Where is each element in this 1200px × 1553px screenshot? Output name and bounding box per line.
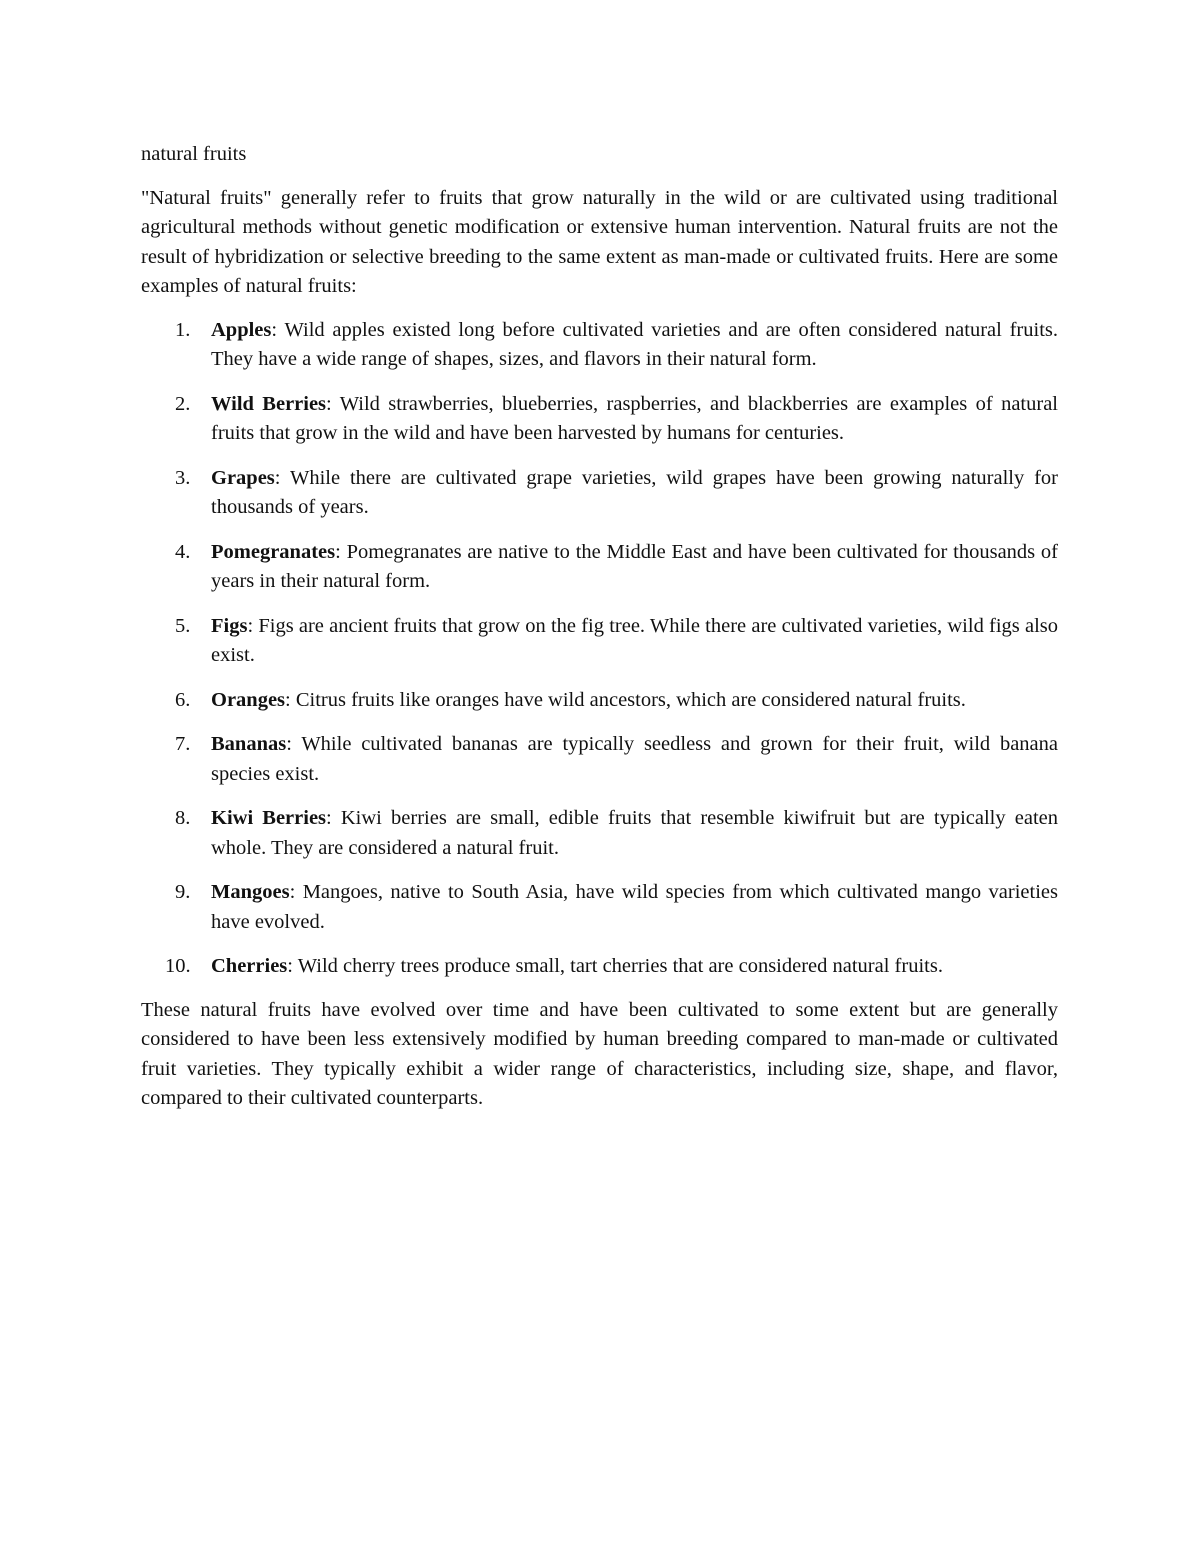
list-item-name: Grapes <box>211 466 275 489</box>
list-item-number: 9. <box>175 881 191 903</box>
list-item-name: Mangoes <box>211 881 290 903</box>
list-item <box>141 730 1058 789</box>
list-item <box>141 390 1058 449</box>
list-item <box>141 464 1058 523</box>
list-item-description: : Pomegranates are native to the Middle East and have been cultivated for thousands of years in their natural form. <box>211 540 1058 592</box>
list-item-description: : Kiwi berries are small, edible fruits that resemble kiwifruit but are typically eaten whole. They are considered a natural fruit. <box>211 807 1058 859</box>
list-item <box>141 686 1058 716</box>
list-item-description: : Mangoes, native to South Asia, have wild species from which cultivated mango varieties have evolved. <box>211 881 1058 933</box>
fruit-list <box>141 316 1058 982</box>
list-item-description: : Wild strawberries, blueberries, raspberries, and blackberries are examples of natural fruits that grow in the wild and have been harvested by humans for centuries. <box>211 392 1058 444</box>
document-title: natural fruits <box>141 143 247 165</box>
intro-paragraph: "Natural fruits" generally refer to fruits that grow naturally in the wild or are cultivated using traditional agricultural methods without genetic modification or extensive human intervention. Natural fruits are not the result of hybridization or selective breeding to the same extent as man-made or cultivated fruits. Here are some examples of natural fruits: <box>141 186 1058 297</box>
document-page <box>141 140 1058 1114</box>
list-item-name: Kiwi Berries <box>211 807 327 829</box>
list-item <box>141 538 1058 597</box>
list-item-number: 8. <box>175 807 191 829</box>
list-item <box>141 612 1058 671</box>
list-item-number: 4. <box>175 540 191 563</box>
list-item-description: : While there are cultivated grape varieties, wild grapes have been growing naturally for thousands of years. <box>211 466 1058 518</box>
list-item <box>141 804 1058 863</box>
list-item-number: 10. <box>165 955 191 977</box>
list-item-number: 2. <box>175 392 191 415</box>
list-item-number: 5. <box>175 614 191 637</box>
list-item <box>141 316 1058 375</box>
list-item-number: 6. <box>175 688 191 711</box>
list-item <box>141 878 1058 937</box>
list-item-name: Bananas <box>211 733 287 755</box>
list-item-name: Cherries <box>211 955 288 977</box>
list-item-number: 1. <box>175 318 191 341</box>
list-item-description: : Figs are ancient fruits that grow on the fig tree. While there are cultivated varieties, wild figs also exist. <box>211 614 1058 666</box>
list-item-number: 3. <box>175 466 191 489</box>
list-item-description: : While cultivated bananas are typically seedless and grown for their fruit, wild banana species exist. <box>211 733 1058 785</box>
list-item-number: 7. <box>175 733 191 755</box>
list-item-description: : Wild apples existed long before cultivated varieties and are often considered natural fruits. They have a wide range of shapes, sizes, and flavors in their natural form. <box>211 318 1058 370</box>
list-item-name: Pomegranates <box>211 540 336 563</box>
list-item-name: Figs <box>211 614 248 637</box>
list-item-name: Wild Berries <box>211 392 327 415</box>
list-item-name: Apples <box>211 318 272 341</box>
closing-paragraph: These natural fruits have evolved over time and have been cultivated to some extent but are generally considered to have been less extensively modified by human breeding compared to man-made or cultivated fruit varieties. They typically exhibit a wider range of characteristics, including size, shape, and flavor, compared to their cultivated counterparts. <box>141 998 1058 1109</box>
list-item <box>141 952 1058 982</box>
list-item-description: : Citrus fruits like oranges have wild ancestors, which are considered natural fruits. <box>285 688 966 711</box>
list-item-description: : Wild cherry trees produce small, tart cherries that are considered natural fruits. <box>287 955 943 977</box>
list-item-name: Oranges <box>211 688 286 711</box>
